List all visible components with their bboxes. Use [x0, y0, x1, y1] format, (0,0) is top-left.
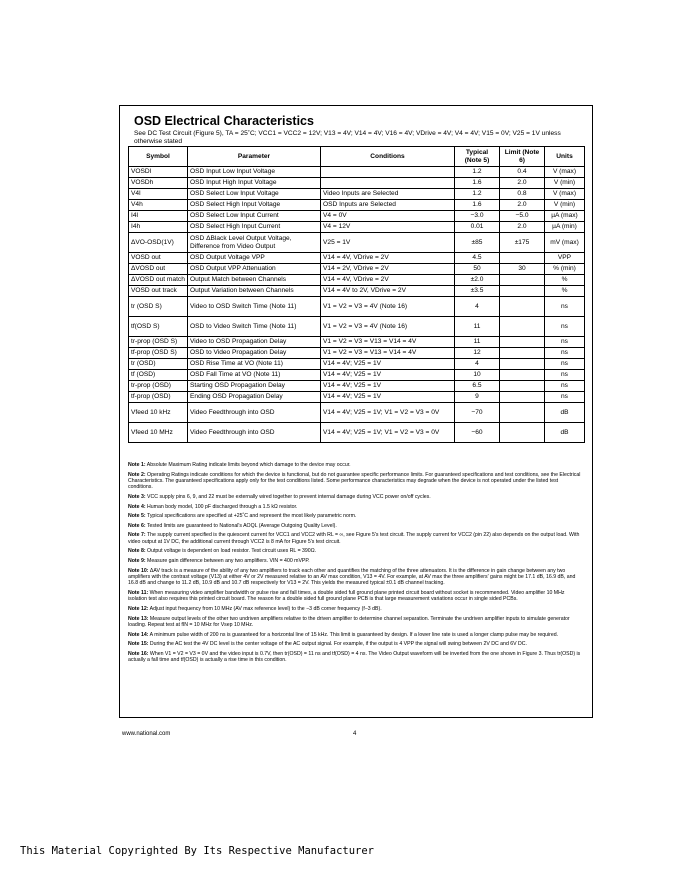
cell-units: dB [545, 423, 585, 443]
table-row [129, 381, 585, 392]
cell-typical: 11 [455, 317, 500, 337]
header-typical: Typical (Note 5) [455, 147, 500, 167]
cell-conditions: V1 = V2 = V3 = 4V (Note 16) [321, 297, 455, 317]
cell-conditions: V14 = 2V, VDrive = 2V [321, 264, 455, 275]
cell-typical: ±85 [455, 233, 500, 253]
note-text: Absolute Maximum Rating indicate limits beyond which damage to the device may occur. [146, 462, 351, 468]
note-text: When measuring video amplifier bandwidth or pulse rise and fall times, a double sided full ground plane printed circuit board without socket is recommended. Video amplifier 10 MHz isolation test also requires this printed circuit board. The reason for a double sided full ground plane PCB is that large measurement variations occur in single sided PCBs. [128, 589, 565, 603]
cell-parameter: Video Feedthrough into OSD [188, 403, 321, 423]
note-text: Adjust input frequency from 10 MHz (AV max reference level) to the −3 dB corner frequency (f−3 dB). [149, 605, 382, 612]
table-row [129, 264, 585, 275]
cell-typical: 4.5 [455, 253, 500, 264]
cell-conditions: V14 = 4V; V25 = 1V [321, 381, 455, 392]
cell-units: ns [545, 317, 585, 337]
note-label: Note 9: [128, 557, 146, 564]
note-item [128, 632, 583, 638]
note-text: Typical specifications are specified at +25˚C and represent the most likely parametric norm. [146, 513, 357, 520]
cell-symbol: tr-prop (OSD) [129, 381, 188, 392]
cell-limit: 30 [500, 264, 545, 275]
footer-website: www.national.com [122, 731, 171, 737]
cell-units: V (min) [545, 200, 585, 211]
cell-limit [500, 275, 545, 286]
cell-limit [500, 392, 545, 403]
copyright-notice: This Material Copyrighted By Its Respective Manufacturer [20, 845, 375, 857]
notes-section [128, 462, 583, 667]
cell-conditions: V14 = 4V; V25 = 1V [321, 370, 455, 381]
cell-conditions: OSD Inputs are Selected [321, 200, 455, 211]
header-parameter: Parameter [188, 147, 321, 167]
cell-typical: −70 [455, 403, 500, 423]
osd-characteristics-table [128, 146, 585, 443]
table-row [129, 403, 585, 423]
cell-limit [500, 297, 545, 317]
cell-units: VPP [545, 253, 585, 264]
note-item [128, 606, 583, 612]
cell-limit [500, 381, 545, 392]
cell-symbol: V4h [129, 200, 188, 211]
note-text: Human body model, 100 pF discharged through a 1.5 kΩ resistor. [147, 503, 298, 510]
note-label: Note 7: [128, 532, 146, 539]
note-item [128, 513, 583, 519]
cell-limit [500, 423, 545, 443]
cell-units: ns [545, 359, 585, 370]
table-row [129, 286, 585, 297]
note-text: VCC supply pins 6, 9, and 22 must be externally wired together to prevent internal damage during VCC power on/off cycles. [147, 494, 431, 500]
cell-units: V (max) [545, 189, 585, 200]
cell-parameter: OSD Select Low Input Voltage [188, 189, 321, 200]
cell-limit [500, 370, 545, 381]
cell-limit [500, 403, 545, 423]
table-row [129, 211, 585, 222]
header-limit: Limit (Note 6) [500, 147, 545, 167]
table-row [129, 253, 585, 264]
cell-typical: 12 [455, 348, 500, 359]
cell-parameter: OSD Input High Input Voltage [188, 178, 321, 189]
note-label: Note 12: [128, 605, 149, 612]
cell-limit: 2.0 [500, 200, 545, 211]
table-row [129, 178, 585, 189]
cell-typical: 0.01 [455, 222, 500, 233]
page-number: 4 [353, 731, 357, 737]
note-text: A minimum pulse width of 200 ns is guaranteed for a horizontal line of 15 kHz. This limit is guaranteed by design. If a lower line rate is used a longer clamp pulse may be required. [149, 631, 559, 638]
note-text: During the AC test the 4V DC level is the center voltage of the AC output signal. For example, if the output is 4 VPP the signal will swing between 2V DC and 6V DC. [149, 641, 527, 648]
cell-parameter: Video Feedthrough into OSD [188, 423, 321, 443]
header-conditions: Conditions [321, 147, 455, 167]
note-text: Measure output levels of the other two undriven amplifiers relative to the driven amplifier to determine channel separation. Terminate the undriven amplifier inputs to simulate generator loading. Repeat test at fIN = 10 MHz for Vsep 10 MHz. [128, 615, 570, 628]
cell-units: % [545, 286, 585, 297]
table-row [129, 233, 585, 253]
table-row [129, 167, 585, 178]
note-label: Note 2: [128, 471, 146, 478]
cell-units: ns [545, 337, 585, 348]
table-row [129, 297, 585, 317]
cell-symbol: tf-prop (OSD S) [129, 348, 188, 359]
note-label: Note 3: [128, 494, 146, 500]
cell-typical: ±3.5 [455, 286, 500, 297]
table-row [129, 423, 585, 443]
cell-symbol: ΔVOSD out [129, 264, 188, 275]
cell-limit: −5.0 [500, 211, 545, 222]
cell-parameter: OSD Select High Input Current [188, 222, 321, 233]
cell-limit [500, 253, 545, 264]
cell-conditions: Video Inputs are Selected [321, 189, 455, 200]
cell-limit [500, 317, 545, 337]
note-text: Measure gain difference between any two amplifiers. VIN = 400 mVPP. [147, 557, 310, 564]
cell-typical: ±2.0 [455, 275, 500, 286]
test-conditions: See DC Test Circuit (Figure 5), TA = 25˚C; VCC1 = VCC2 = 12V; V13 = 4V; V14 = 4V; V16 = 4V; VDrive = 4V; V4 = 4V; V15 = 0V; V25 = 1V unless otherwise stated [134, 130, 561, 145]
header-symbol: Symbol [129, 147, 188, 167]
cell-conditions: V1 = V2 = V3 = V13 = V14 = 4V [321, 348, 455, 359]
cell-limit: ±175 [500, 233, 545, 253]
cell-typical: 9 [455, 392, 500, 403]
cell-conditions: V4 = 0V [321, 211, 455, 222]
cell-symbol: tf-prop (OSD) [129, 392, 188, 403]
note-label: Note 15: [128, 641, 149, 648]
cell-typical: 4 [455, 359, 500, 370]
cell-conditions [321, 178, 455, 189]
cell-typical: 6.5 [455, 381, 500, 392]
cell-typical: −3.0 [455, 211, 500, 222]
cell-symbol: I4l [129, 211, 188, 222]
cell-limit [500, 286, 545, 297]
cell-parameter: Output Variation between Channels [188, 286, 321, 297]
note-item [128, 616, 583, 629]
cell-limit [500, 337, 545, 348]
cell-units: ns [545, 370, 585, 381]
cell-symbol: Vfeed 10 kHz [129, 403, 188, 423]
note-text: ΔAV track is a measure of the ability of any two amplifiers to track each other and quantifies the matching of the three attenuators. It is the difference in gain change between any two amplifiers with the contrast voltage (V13) at either 4V or 2V measured relative to an AV max condition, V13 = 4V. For example, at AV max the three amplifiers' gains might be 17.1 dB, 16.9 dB, and 16.8 dB and change to 11.2 dB, 10.9 dB and 10.7 dB respectively for V13 = 2V. This yields the measured typical ±0.1 dB channel tracking. [128, 567, 576, 587]
table-row [129, 189, 585, 200]
note-text: Tested limits are guaranteed to National's AOQL (Average Outgoing Quality Level). [146, 522, 337, 529]
cell-symbol: V4l [129, 189, 188, 200]
cell-parameter: OSD Select High Input Voltage [188, 200, 321, 211]
cell-parameter: OSD Output VPP Attenuation [188, 264, 321, 275]
cell-parameter: OSD Rise Time at VO (Note 11) [188, 359, 321, 370]
note-item [128, 504, 583, 510]
cell-parameter: OSD Output Voltage VPP [188, 253, 321, 264]
cell-symbol: tf(OSD S) [129, 317, 188, 337]
note-label: Note 10: [128, 567, 149, 574]
cell-symbol: Vfeed 10 MHz [129, 423, 188, 443]
cell-symbol: VOSD out track [129, 286, 188, 297]
cell-symbol: ΔVOSD out match [129, 275, 188, 286]
cell-conditions: V14 = 4V; V25 = 1V; V1 = V2 = V3 = 0V [321, 403, 455, 423]
cell-parameter: Output Match between Channels [188, 275, 321, 286]
note-label: Note 6: [128, 522, 146, 529]
cell-symbol: tf (OSD) [129, 370, 188, 381]
table-row [129, 370, 585, 381]
note-item [128, 568, 583, 587]
cell-typical: 10 [455, 370, 500, 381]
cell-conditions: V14 = 4V; V25 = 1V [321, 392, 455, 403]
table-row [129, 200, 585, 211]
cell-units: ns [545, 297, 585, 317]
cell-parameter: OSD to Video Switch Time (Note 11) [188, 317, 321, 337]
cell-typical: 50 [455, 264, 500, 275]
cell-parameter: Starting OSD Propagation Delay [188, 381, 321, 392]
note-label: Note 14: [128, 631, 149, 638]
table-row [129, 275, 585, 286]
cell-conditions: V14 = 4V; V25 = 1V; V1 = V2 = V3 = 0V [321, 423, 455, 443]
cell-parameter: OSD Select Low Input Current [188, 211, 321, 222]
cell-conditions: V4 = 12V [321, 222, 455, 233]
cell-conditions: V14 = 4V; V25 = 1V [321, 359, 455, 370]
cell-conditions: V1 = V2 = V3 = V13 = V14 = 4V [321, 337, 455, 348]
cell-typical: 1.2 [455, 189, 500, 200]
table-row [129, 392, 585, 403]
note-label: Note 13: [128, 615, 149, 622]
note-text: Operating Ratings indicate conditions for which the device is functional, but do not guarantee specific performance limits. For guaranteed specifications and test conditions, see the Electrical Characteristics. The guaranteed specifications apply only for the test conditions listed. Some performance characteristics may degrade when the device is not operated under the listed test conditions. [128, 471, 581, 491]
cell-conditions [321, 167, 455, 178]
header-units: Units [545, 147, 585, 167]
note-text: When V1 = V2 = V3 = 0V and the video input is 0.7V, then tr(OSD) = 11 ns and tf(OSD) = 4 ns. The Video Output waveform will be inverted from the one shown in Figure 3. Thus tr(OSD) is actually a fall time and tf(OSD) is actually a rise time in this condition. [128, 650, 581, 664]
note-item [128, 532, 583, 545]
cell-conditions: V25 = 1V [321, 233, 455, 253]
note-item [128, 641, 583, 647]
cell-units: ns [545, 348, 585, 359]
cell-conditions: V14 = 4V, VDrive = 2V [321, 275, 455, 286]
cell-symbol: tr-prop (OSD S) [129, 337, 188, 348]
cell-units: V (max) [545, 167, 585, 178]
note-item [128, 462, 583, 468]
cell-typical: 4 [455, 297, 500, 317]
note-label: Note 16: [128, 650, 149, 657]
note-label: Note 11: [128, 589, 149, 596]
cell-parameter: OSD to Video Propagation Delay [188, 348, 321, 359]
cell-conditions: V14 = 4V, VDrive = 2V [321, 253, 455, 264]
cell-symbol: ΔVO-OSD(1V) [129, 233, 188, 253]
cell-units: mV (max) [545, 233, 585, 253]
cell-typical: 1.6 [455, 178, 500, 189]
table-row [129, 222, 585, 233]
note-label: Note 5: [128, 513, 146, 520]
cell-limit [500, 359, 545, 370]
cell-parameter: Video to OSD Switch Time (Note 11) [188, 297, 321, 317]
cell-limit: 2.0 [500, 178, 545, 189]
cell-symbol: VOSDl [129, 167, 188, 178]
cell-conditions: V1 = V2 = V3 = 4V (Note 16) [321, 317, 455, 337]
table-row [129, 337, 585, 348]
note-item [128, 472, 583, 491]
cell-units: dB [545, 403, 585, 423]
cell-symbol: I4h [129, 222, 188, 233]
cell-parameter: Video to OSD Propagation Delay [188, 337, 321, 348]
table-row [129, 317, 585, 337]
cell-units: µA (max) [545, 211, 585, 222]
cell-limit [500, 348, 545, 359]
cell-typical: 11 [455, 337, 500, 348]
note-item [128, 558, 583, 564]
cell-conditions: V14 = 4V to 2V, VDrive = 2V [321, 286, 455, 297]
section-title: OSD Electrical Characteristics [134, 114, 314, 128]
cell-symbol: VOSDh [129, 178, 188, 189]
cell-units: µA (min) [545, 222, 585, 233]
note-item [128, 590, 583, 603]
note-label: Note 1: [128, 462, 146, 468]
note-label: Note 4: [128, 503, 146, 510]
note-text: The supply current specified is the quiescent current for VCC1 and VCC2 with RL = ∞, see Figure 5's test circuit. The supply current for VCC2 (pin 22) also depends on the output load. With video output at 1V DC, the additional current through VCC2 is 8 mA for Figure 5's test circuit. [128, 532, 580, 545]
table-row [129, 348, 585, 359]
cell-units: ns [545, 381, 585, 392]
cell-units: % (min) [545, 264, 585, 275]
note-item [128, 651, 583, 664]
cell-units: % [545, 275, 585, 286]
cell-units: ns [545, 392, 585, 403]
note-label: Note 8: [128, 548, 146, 555]
cell-parameter: OSD Fall Time at VO (Note 11) [188, 370, 321, 381]
cell-typical: 1.6 [455, 200, 500, 211]
cell-parameter: OSD ΔBlack Level Output Voltage, Difference from Video Output [188, 233, 321, 253]
cell-typical: 1.2 [455, 167, 500, 178]
cell-parameter: Ending OSD Propagation Delay [188, 392, 321, 403]
cell-limit: 0.4 [500, 167, 545, 178]
note-item [128, 494, 583, 500]
note-item [128, 548, 583, 554]
cell-symbol: VOSD out [129, 253, 188, 264]
cell-limit: 0.8 [500, 189, 545, 200]
note-item [128, 523, 583, 529]
cell-symbol: tr (OSD) [129, 359, 188, 370]
cell-limit: 2.0 [500, 222, 545, 233]
cell-parameter: OSD Input Low Input Voltage [188, 167, 321, 178]
cell-units: V (min) [545, 178, 585, 189]
cell-symbol: tr (OSD S) [129, 297, 188, 317]
note-text: Output voltage is dependent on load resistor. Test circuit uses RL = 390Ω. [147, 548, 317, 555]
table-row [129, 359, 585, 370]
cell-typical: −60 [455, 423, 500, 443]
table-header-row [129, 147, 585, 167]
